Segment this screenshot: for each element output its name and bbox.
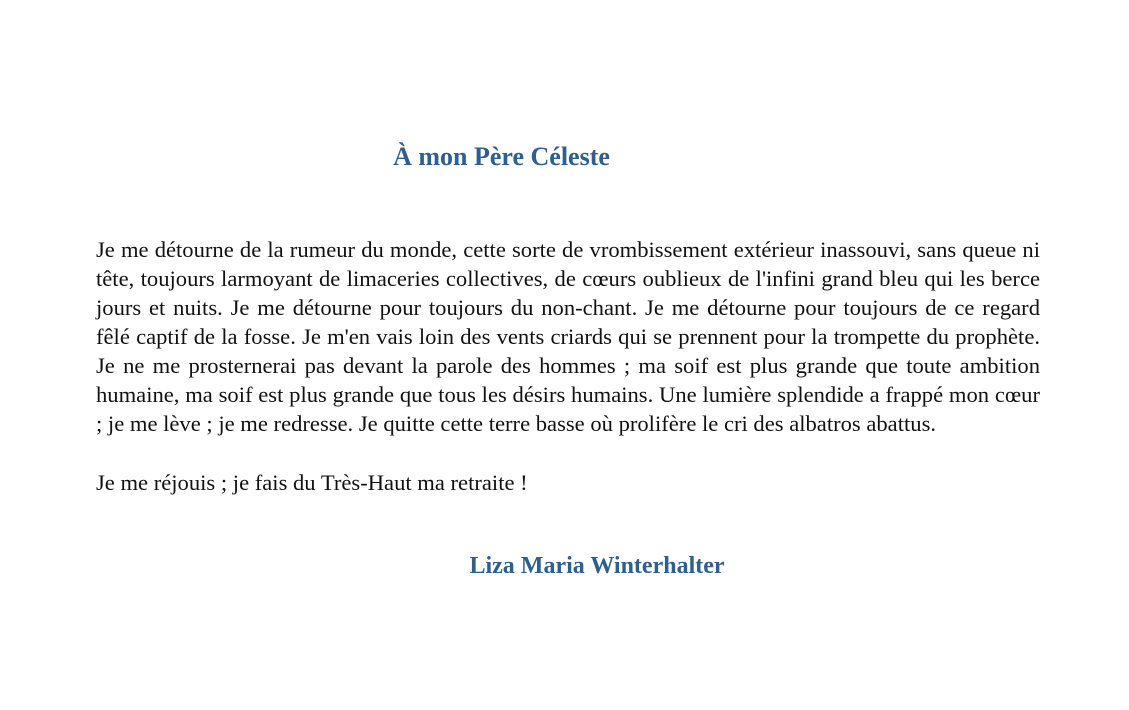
poem-closing-line: Je me réjouis ; je fais du Très-Haut ma retraite ! [96,470,528,495]
poem-body [96,235,1040,438]
author-signature: Liza Maria Winterhalter [469,553,725,579]
poem-title: À mon Père Céleste [393,142,610,171]
poem-paragraph: Je me détourne de la rumeur du monde, cette sorte de vrombissement extérieur inassouvi, sans queue ni tête, toujours larmoyant de limaceries collectives, de cœurs oublieux de l'infini grand bleu qui les berce jours et nuits. Je me détourne pour toujours du non-chant. Je me détourne pour toujours de ce regard fêlé captif de la fosse. Je m'en vais loin des vents criards qui se prennent pour la trompette du prophète. Je ne me prosternerai pas devant la parole des hommes ; ma soif est plus grande que toute ambition humaine, ma soif est plus grande que tous les désirs humains. Une lumière splendide a frappé mon cœur ; je me lève ; je me redresse. Je quitte cette terre basse où prolifère le cri des albatros abattus. [96,237,1040,436]
